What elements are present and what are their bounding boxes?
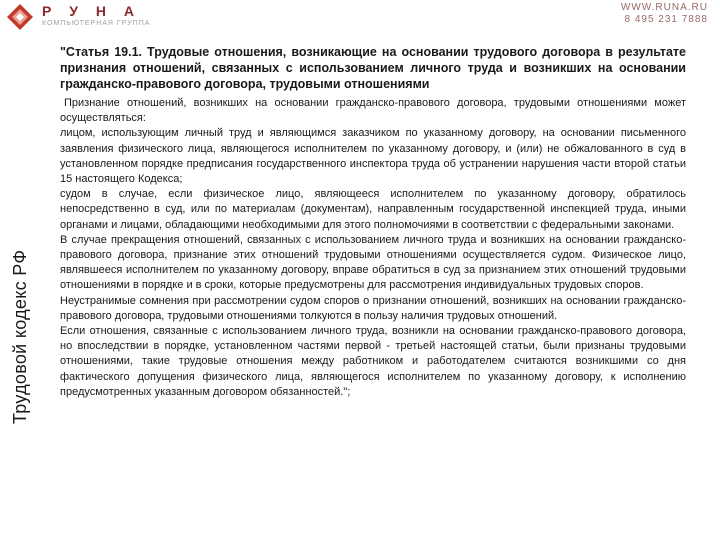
logo-subtitle: КОМПЬЮТЕРНАЯ ГРУППА: [42, 20, 151, 27]
sidebar: [0, 34, 48, 540]
article-title: "Статья 19.1. Трудовые отношения, возникающие на основании трудового договора в результате признания отношений, связанных с использованием личного труда и возникших на основании гражданско-правового договора, трудовыми отношениями: [60, 45, 686, 91]
runa-logo-icon: [6, 3, 34, 31]
article-content: [60, 44, 686, 400]
article-paragraph: В случае прекращения отношений, связанных с использованием личного труда и возникших на основании гражданско-правового договора, признание этих отношений трудовыми отношениями осуществляется судом. Физическое лицо, являвшееся исполнителем по указанному договору, вправе обратиться в суд за признанием этих отношений трудовыми отношениями в порядке и в сроки, которые предусмотрены для рассмотрения индивидуальных трудовых споров.: [60, 233, 686, 292]
article-paragraph: судом в случае, если физическое лицо, являющееся исполнителем по указанному договору, обратилось непосредственно в суд, или по материалам (документам), направленным государственной инспекцией труда, иными органами и лицами, обладающими необходимыми для этого полномочиями в соответствии с федеральными законами.: [60, 188, 686, 231]
contacts: [621, 2, 708, 26]
header: [0, 0, 720, 34]
company-logo[interactable]: [6, 3, 166, 31]
website-link[interactable]: WWW.RUNA.RU: [620, 2, 708, 13]
article-paragraph: Если отношения, связанные с использованием личного труда, возникли на основании гражданско-правового договора, но впоследствии в порядке, установленном частями первой - третьей настоящей статьи, были признаны трудовыми отношениями, такие трудовые отношения между работником и работодателем считаются возникшими со дня фактического допущения физического лица, являющегося исполнителем по указанному договору, к исполнению предусмотренных указанным договором обязанностей.";: [60, 325, 686, 398]
sidebar-label: Трудовой кодекс РФ: [10, 249, 30, 424]
article-paragraph: Неустранимые сомнения при рассмотрении судом споров о признании отношений, возникших на основании гражданско-правового договора, трудовыми отношениями толкуются в пользу наличия трудовых отношений.: [60, 294, 686, 322]
phone-number: 8 495 231 7888: [624, 14, 708, 25]
article-paragraph: Признание отношений, возникших на основании гражданско-правового договора, трудовыми отношениями может осуществляться:: [60, 97, 686, 125]
logo-name: Р У Н А: [42, 3, 141, 19]
article-paragraph: лицом, использующим личный труд и являющимся заказчиком по указанному договору, на основании письменного заявления физического лица, являющегося исполнителем по указанному договору, и (или) не обжалованного в суд в установленном порядке предписания государственного инспектора труда об устранении нарушения части второй статьи 15 настоящего Кодекса;: [60, 127, 686, 186]
